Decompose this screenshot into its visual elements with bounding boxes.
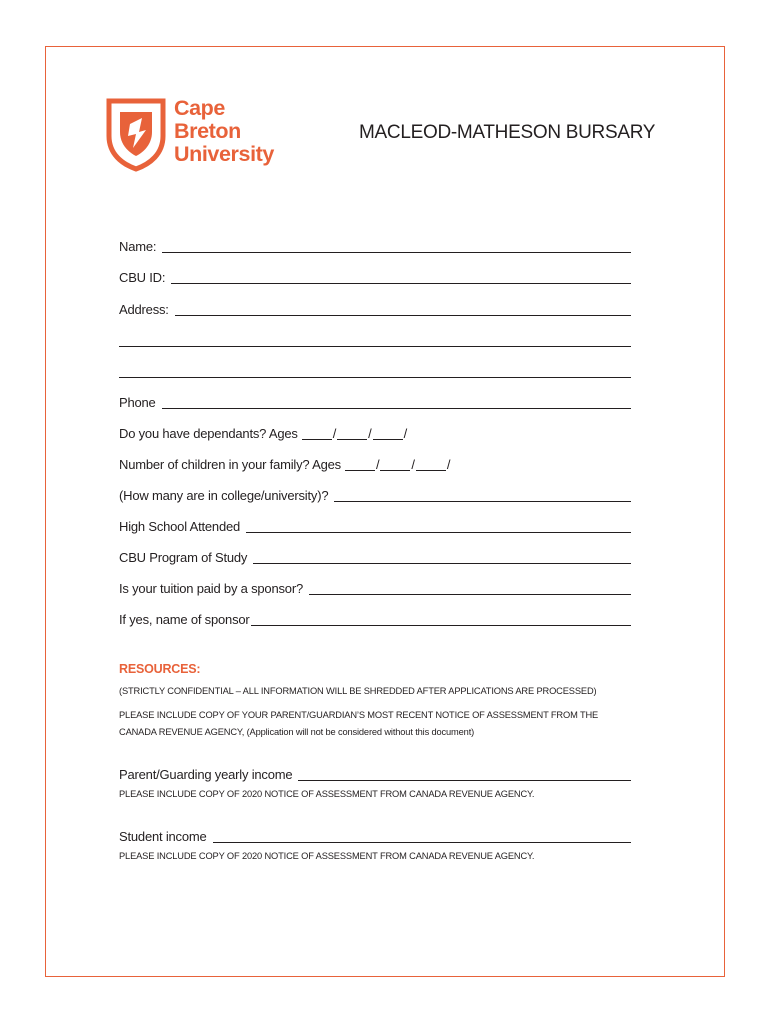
age-separator: /	[332, 426, 337, 441]
sponsor-name-label: If yes, name of sponsor	[119, 612, 250, 627]
name-field[interactable]	[119, 237, 631, 255]
address-line-3[interactable]	[119, 377, 631, 378]
age-blank[interactable]	[373, 439, 403, 440]
program-field[interactable]	[119, 548, 631, 566]
dependants-label: Do you have dependants? Ages	[119, 426, 298, 441]
address-field-2[interactable]	[119, 331, 631, 349]
age-blank[interactable]	[380, 470, 410, 471]
student-income-field[interactable]	[119, 827, 631, 845]
age-separator: /	[411, 457, 415, 472]
address-line-1[interactable]	[175, 315, 631, 316]
sponsor-name-line[interactable]	[251, 625, 631, 626]
phone-line[interactable]	[162, 408, 631, 409]
high-school-field[interactable]	[119, 517, 631, 535]
phone-label: Phone	[119, 395, 156, 410]
program-line[interactable]	[253, 563, 631, 564]
page-title: MACLEOD-MATHESON BURSARY	[359, 122, 656, 143]
logo-line-cape: Cape	[174, 96, 225, 120]
cbu-id-line[interactable]	[171, 283, 631, 284]
age-separator: /	[368, 426, 372, 441]
student-income-line[interactable]	[213, 842, 631, 843]
age-separator: /	[446, 457, 451, 472]
college-field[interactable]	[119, 486, 631, 504]
college-label: (How many are in college/university)?	[119, 488, 329, 503]
program-label: CBU Program of Study	[119, 550, 248, 565]
include-note-line-1: PLEASE INCLUDE COPY OF YOUR PARENT/GUARDIAN’S MOST RECENT NOTICE OF ASSESSMENT FROM THE	[119, 710, 599, 720]
children-label: Number of children in your family? Ages	[119, 457, 341, 472]
logo-line-breton: Breton	[174, 119, 241, 143]
children-field[interactable]	[119, 455, 469, 473]
shield-icon	[106, 98, 166, 172]
address-label: Address:	[119, 302, 169, 317]
age-blank[interactable]	[302, 439, 332, 440]
parent-income-label: Parent/Guarding yearly income	[119, 767, 293, 782]
sponsor-paid-line[interactable]	[309, 594, 631, 595]
age-blank[interactable]	[337, 439, 367, 440]
student-income-label: Student income	[119, 829, 207, 844]
sponsor-paid-field[interactable]	[119, 579, 631, 597]
confidential-note: (STRICTLY CONFIDENTIAL – ALL INFORMATION WILL BE SHREDDED AFTER APPLICATIONS ARE PROCESSED)	[119, 686, 597, 696]
dependants-field[interactable]	[119, 424, 419, 442]
logo-line-university: University	[174, 142, 274, 166]
name-line[interactable]	[162, 252, 631, 253]
parent-income-line[interactable]	[298, 780, 631, 781]
sponsor-paid-label: Is your tuition paid by a sponsor?	[119, 581, 303, 596]
resources-heading: RESOURCES:	[119, 662, 201, 676]
logo-wordmark	[174, 97, 274, 166]
name-label: Name:	[119, 239, 157, 254]
address-field-3[interactable]	[119, 362, 631, 380]
cbu-id-field[interactable]	[119, 268, 631, 286]
age-blank[interactable]	[416, 470, 446, 471]
dependants-ages[interactable]	[302, 426, 408, 442]
cbu-id-label: CBU ID:	[119, 270, 166, 285]
address-field[interactable]	[119, 300, 631, 318]
parent-income-note: PLEASE INCLUDE COPY OF 2020 NOTICE OF ASSESSMENT FROM CANADA REVENUE AGENCY.	[119, 789, 535, 799]
age-blank[interactable]	[345, 470, 375, 471]
college-line[interactable]	[334, 501, 631, 502]
address-line-2[interactable]	[119, 346, 631, 347]
student-income-note: PLEASE INCLUDE COPY OF 2020 NOTICE OF ASSESSMENT FROM CANADA REVENUE AGENCY.	[119, 851, 535, 861]
cbu-logo	[106, 98, 306, 172]
high-school-label: High School Attended	[119, 519, 241, 534]
parent-income-field[interactable]	[119, 765, 631, 783]
high-school-line[interactable]	[246, 532, 631, 533]
age-separator: /	[403, 426, 407, 441]
children-ages[interactable]	[345, 457, 451, 473]
include-note-line-2: CANADA REVENUE AGENCY, (Application will not be considered without this document)	[119, 727, 475, 737]
phone-field[interactable]	[119, 393, 631, 411]
age-separator: /	[375, 457, 380, 472]
sponsor-name-field[interactable]	[119, 610, 631, 628]
